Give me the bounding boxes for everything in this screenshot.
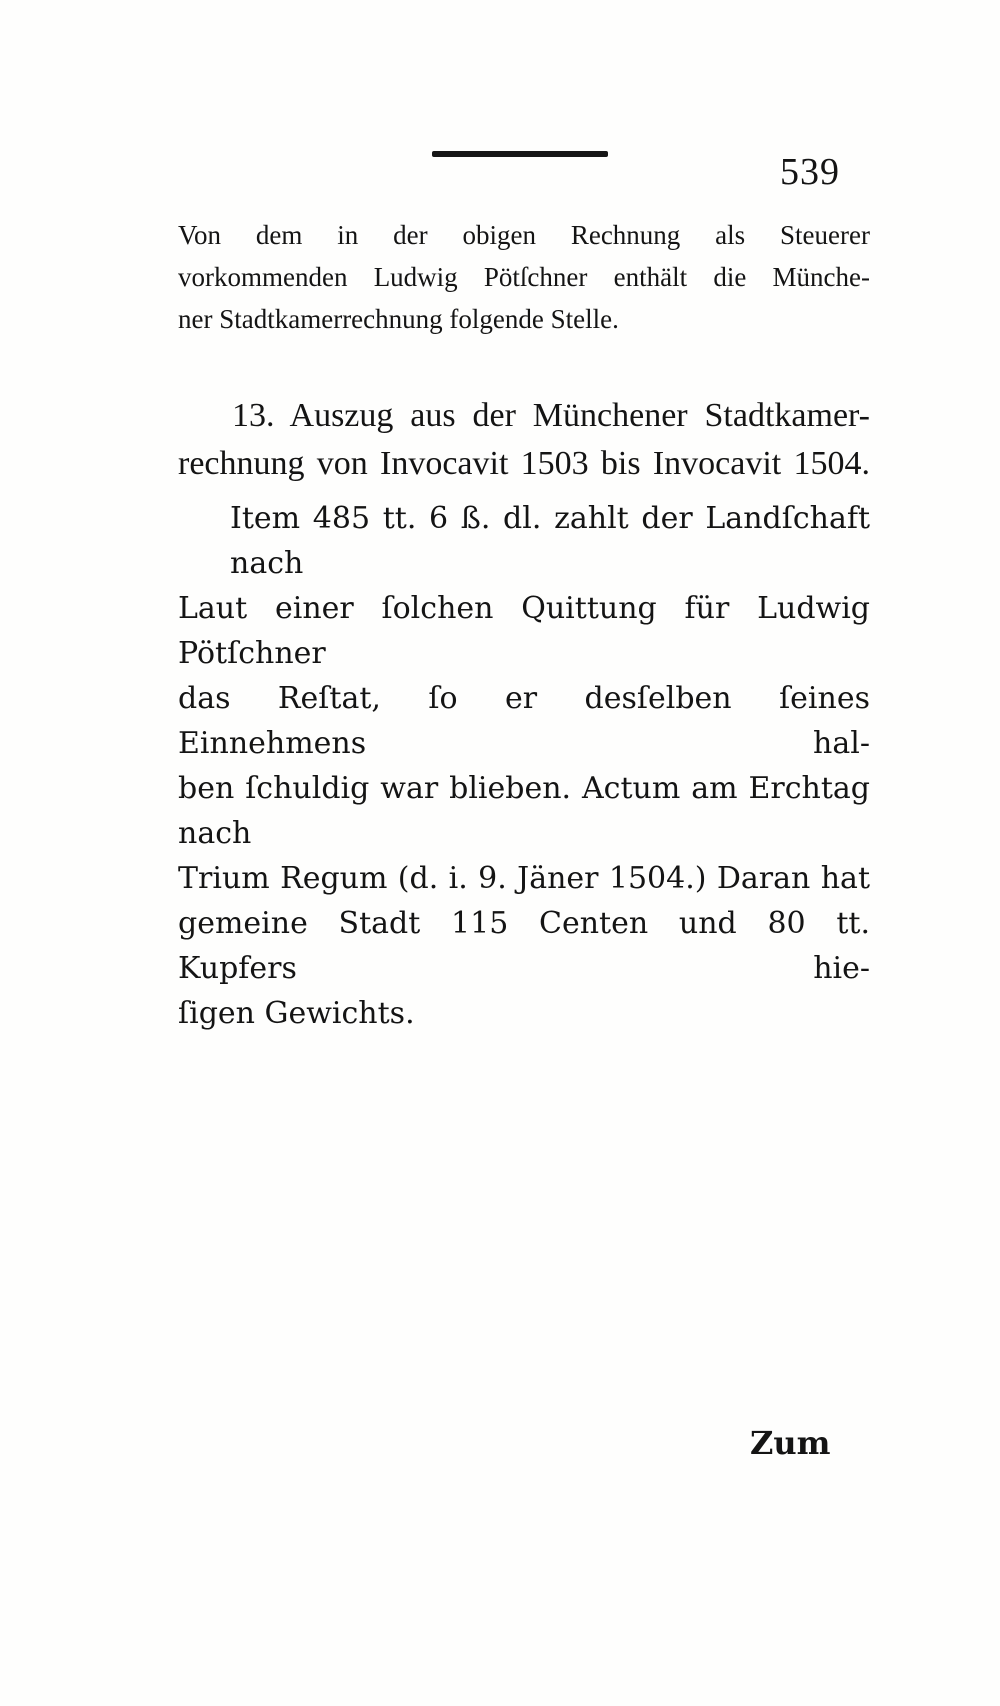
section-heading-line: 13. Auszug aus der Münchener Stadtkamer-: [232, 397, 870, 434]
header-rule: [432, 151, 608, 157]
page-number: 539: [780, 151, 840, 193]
intro-paragraph: [178, 214, 870, 340]
excerpt-line: ſigen Gewichts.: [178, 996, 415, 1031]
catchword: Zum: [750, 1424, 831, 1462]
intro-line: Von dem in der obigen Rechnung als Steuerer: [178, 220, 870, 250]
excerpt-line: gemeine Stadt 115 Centen und 80 tt. Kupfers hie-: [178, 906, 870, 986]
excerpt-line: Trium Regum (d. i. 9. Jäner 1504.) Daran hat: [178, 861, 870, 896]
excerpt-line: ben ſchuldig war blieben. Actum am Erchtag nach: [178, 771, 870, 851]
excerpt-line: Item 485 tt. 6 ß. dl. zahlt der Landſchaft nach: [230, 501, 870, 581]
intro-line: ner Stadtkamerrechnung folgende Stelle.: [178, 304, 619, 334]
intro-line: vorkommenden Ludwig Pötſchner enthält die Münche-: [178, 262, 870, 292]
excerpt-paragraph: [178, 496, 870, 1036]
excerpt-line: das Reſtat, ſo er desſelben ſeines Einnehmens hal-: [178, 681, 870, 761]
section-heading: [178, 392, 870, 488]
section-heading-line: rechnung von Invocavit 1503 bis Invocavit 1504.: [178, 445, 870, 482]
excerpt-line: Laut einer ſolchen Quittung für Ludwig Pötſchner: [178, 591, 870, 671]
